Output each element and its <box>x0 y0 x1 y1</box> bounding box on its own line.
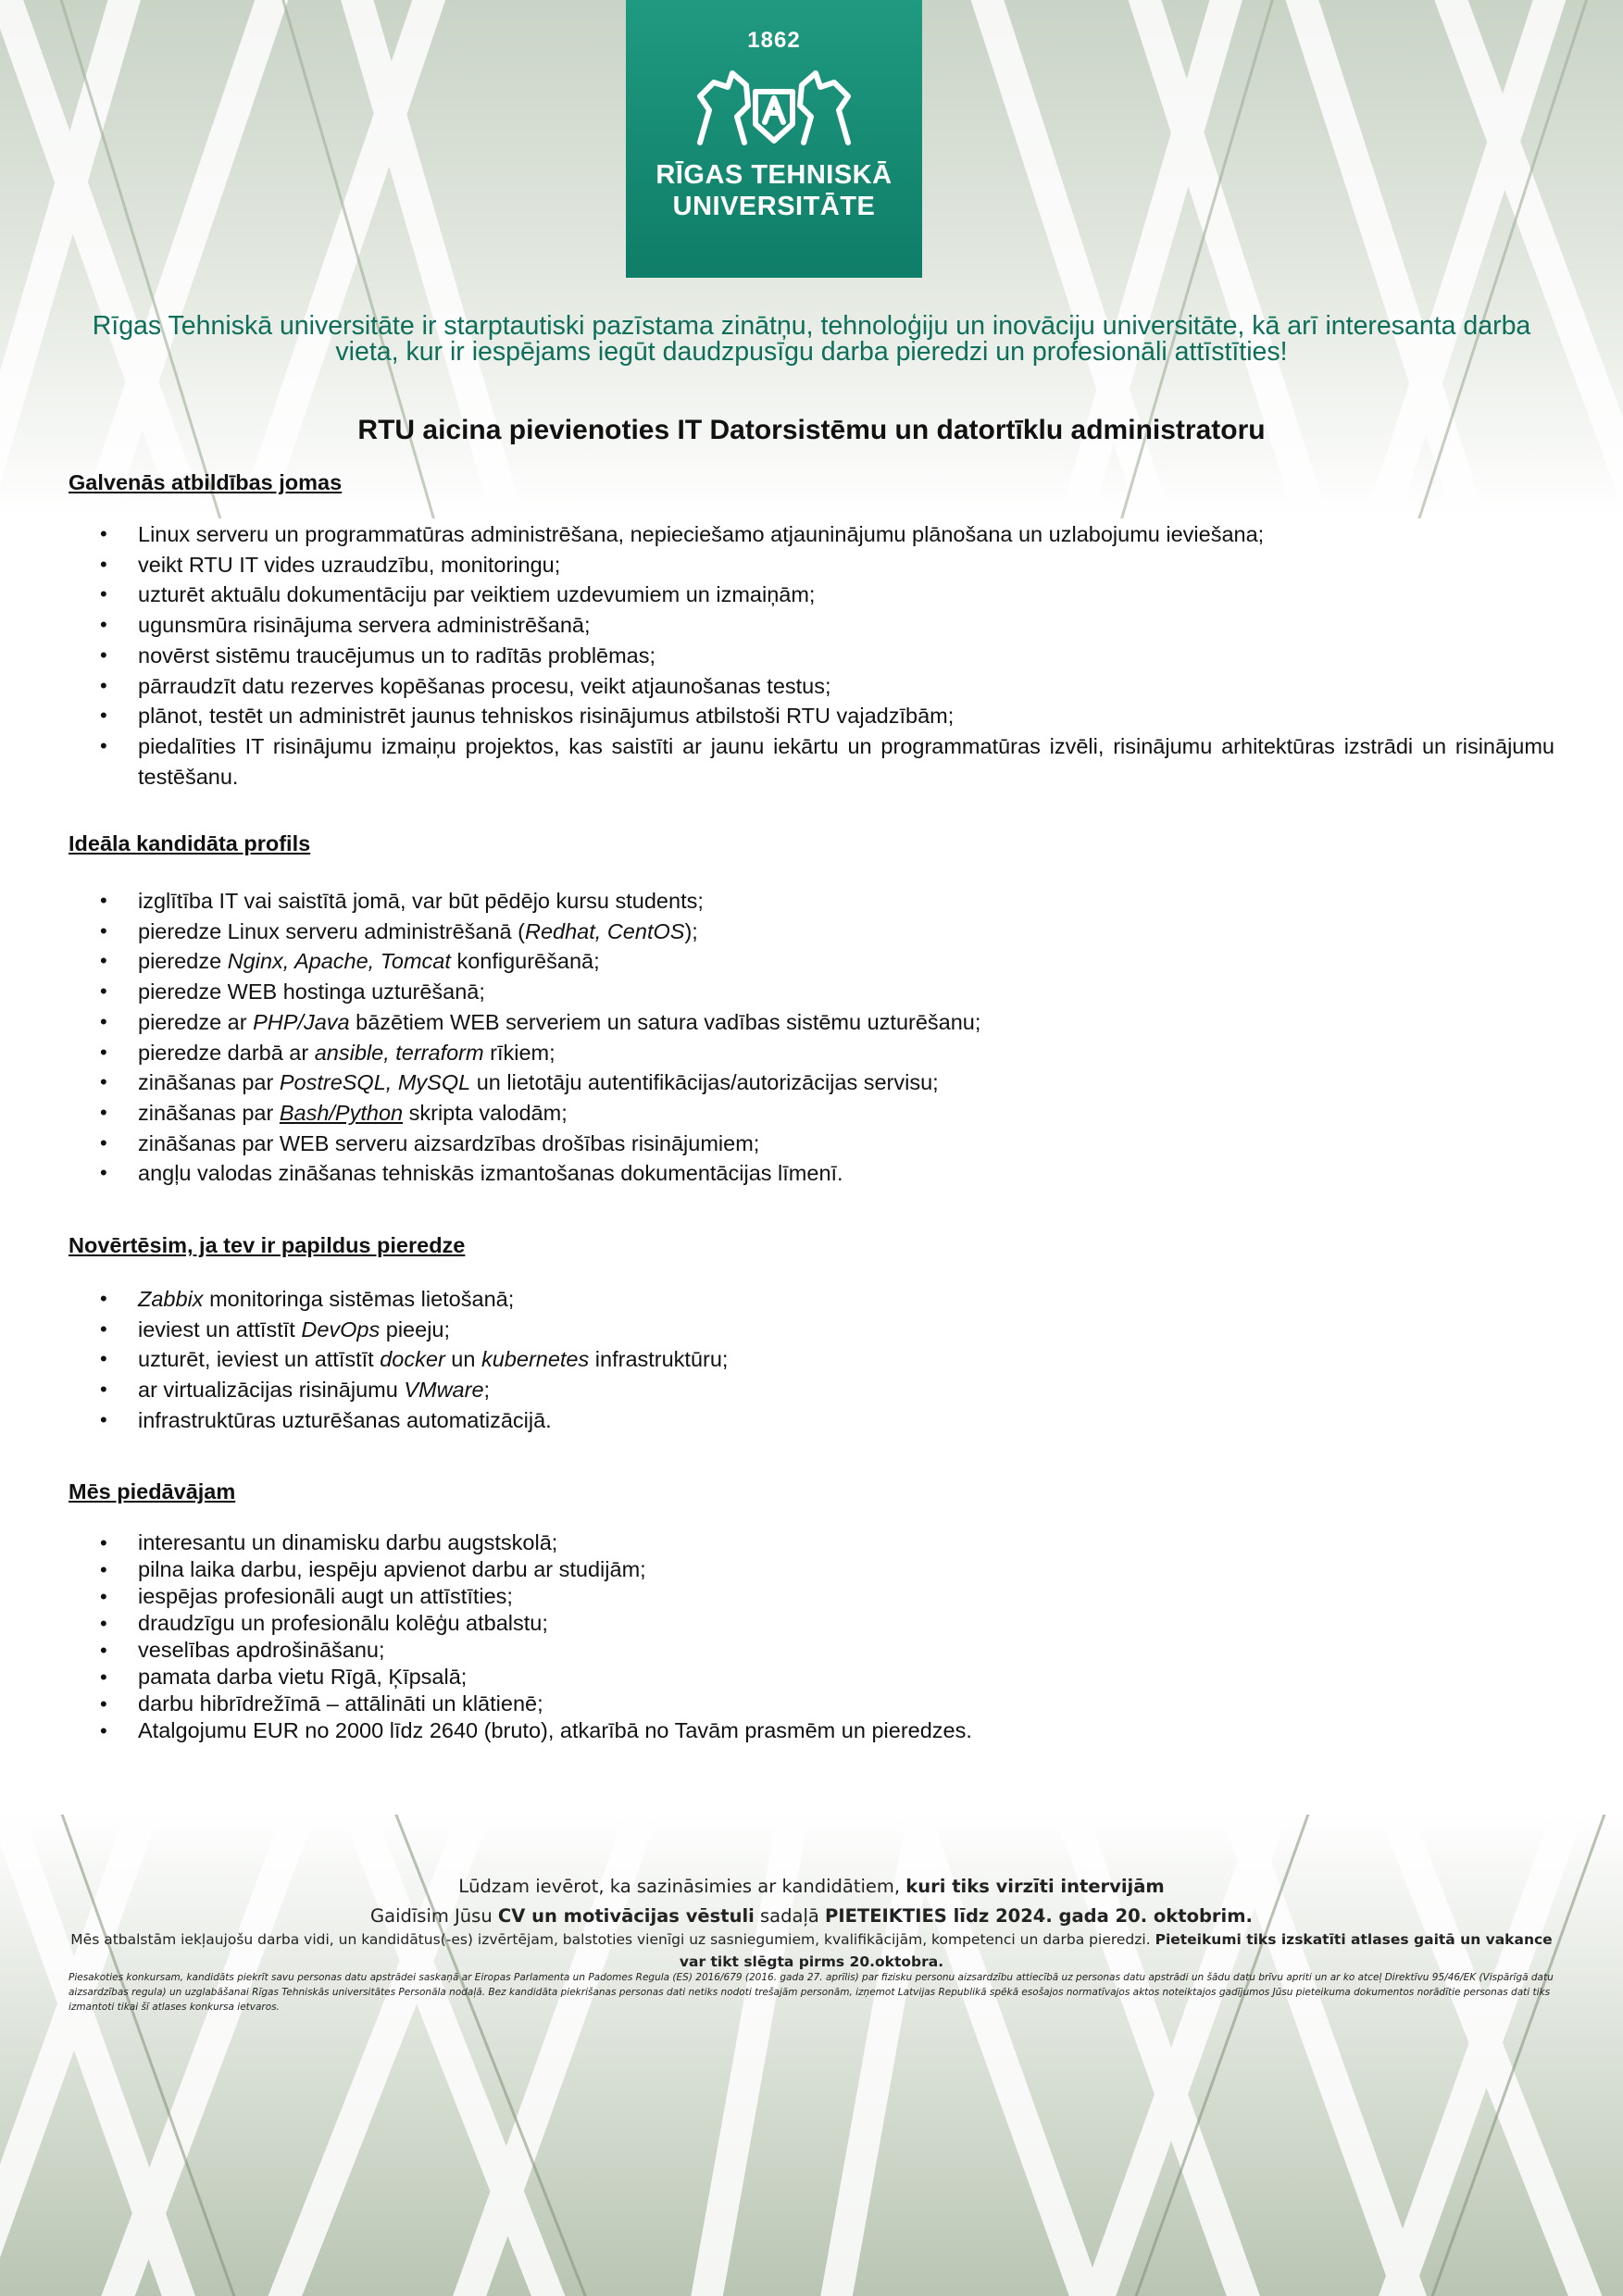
item-text: ); <box>684 918 698 943</box>
item-text: ar virtualizācijas risinājumu <box>138 1378 405 1403</box>
item-emphasis: docker <box>380 1347 445 1372</box>
logo-university-name <box>655 159 892 222</box>
offer-list <box>69 1529 1554 1744</box>
item-emphasis: PHP/Java <box>253 1009 350 1034</box>
list-item <box>69 946 1554 977</box>
list-item: • izglītība IT vai saistītā jomā, var būt pēdējo kursu students; <box>69 886 1554 917</box>
list-item: • iespējas profesionāli augt un attīstīties; <box>69 1583 1554 1610</box>
list-item: • Linux serveru un programmatūras administrēšana, nepieciešamo atjauninājumu plānošana un uzlabojumu ieviešana; <box>69 519 1554 550</box>
footer-text: sadaļā <box>754 1905 826 1927</box>
footer-inclusion-note <box>69 1928 1554 1973</box>
item-emphasis: Zabbix <box>138 1287 204 1311</box>
list-item <box>69 1007 1554 1038</box>
list-item: • pamata darba vietu Rīgā, Ķīpsalā; <box>69 1664 1554 1691</box>
list-item: • darbu hibrīdrežīmā – attālināti un klātienē; <box>69 1691 1554 1717</box>
responsibilities-heading: Galvenās atbildības jomas <box>69 470 343 494</box>
list-item: • draudzīgu un profesionālu kolēģu atbalstu; <box>69 1610 1554 1637</box>
offer-heading: Mēs piedāvājam <box>69 1479 236 1504</box>
extra-experience-heading: Novērtēsim, ja tev ir papildus pieredze <box>69 1233 466 1257</box>
item-text: konfigurēšanā; <box>450 949 600 974</box>
logo-name-line1: RĪGAS TEHNISKĀ <box>655 160 893 190</box>
item-emphasis: ansible, terraform <box>314 1040 484 1065</box>
list-item <box>69 917 1554 947</box>
item-text: pieredze darbā ar <box>138 1040 315 1065</box>
intro-line-2: vieta, kur ir iespējams iegūt daudzpusīgu darba pieredzi un profesionāli attīstīties! <box>335 337 1288 367</box>
list-item: • angļu valodas zināšanas tehniskās izmantošanas dokumentācijas līmenī. <box>69 1158 1554 1189</box>
item-text: ; <box>483 1378 491 1403</box>
item-text: uzturēt, ieviest un attīstīt <box>138 1347 381 1372</box>
footer-emphasis: Pieteikumi tiks izskatīti atlases gaitā un vakance var tikt slēgta pirms 20.oktobra. <box>679 1931 1553 1970</box>
list-item: • infrastruktūras uzturēšanas automatizācijā. <box>69 1405 1554 1436</box>
list-item: • pilna laika darbu, iespēju apvienot darbu ar studijām; <box>69 1556 1554 1583</box>
list-item: • pieredze WEB hostinga uzturēšanā; <box>69 977 1554 1007</box>
list-item: • veikt RTU IT vides uzraudzību, monitoringu; <box>69 550 1554 580</box>
item-text: zināšanas par <box>138 1070 280 1095</box>
footer-application-note <box>69 1902 1554 1931</box>
item-text: bāzētiem WEB serveriem un satura vadības sistēmu uzturēšanu; <box>349 1009 981 1034</box>
item-text: pieredze <box>138 949 228 974</box>
list-item: • uzturēt aktuālu dokumentāciju par veiktiem uzdevumiem un izmaiņām; <box>69 580 1554 610</box>
profile-heading: Ideāla kandidāta profils <box>69 831 311 855</box>
item-emphasis: VMware <box>404 1378 484 1403</box>
item-text: pieredze Linux serveru administrēšanā ( <box>138 918 525 943</box>
item-text: infrastruktūru; <box>589 1347 729 1372</box>
list-item: • zināšanas par WEB serveru aizsardzības drošības risinājumiem; <box>69 1129 1554 1159</box>
extra-experience-list <box>69 1284 1554 1436</box>
item-text: rīkiem; <box>483 1040 556 1065</box>
item-text: ieviest un attīstīt <box>138 1316 302 1341</box>
list-item <box>69 1038 1554 1068</box>
lions-crest-icon <box>681 59 867 152</box>
footer-contact-note <box>69 1872 1554 1902</box>
item-text: skripta valodām; <box>403 1100 568 1125</box>
item-emphasis: Redhat, CentOS <box>525 918 685 943</box>
list-item: • plānot, testēt un administrēt jaunus tehniskos risinājumus atbilstoši RTU vajadzībām; <box>69 701 1554 731</box>
item-emphasis: DevOps <box>301 1316 381 1341</box>
page-title: RTU aicina pievienoties IT Datorsistēmu un datortīklu administratoru <box>357 415 1266 445</box>
list-item: • piedalīties IT risinājumu izmaiņu projektos, kas saistīti ar jaunu iekārtu un programmatūras izvēli, risinājumu arhitektūras izstrādi un risinājumu testēšanu. <box>69 731 1554 792</box>
list-item: • novērst sistēmu traucējumus un to radītās problēmas; <box>69 641 1554 671</box>
list-item <box>69 1284 1554 1315</box>
item-emphasis: PostreSQL, MySQL <box>279 1070 471 1095</box>
list-item <box>69 1344 1554 1375</box>
list-item: • veselības apdrošināšanu; <box>69 1637 1554 1664</box>
intro-line-1: Rīgas Tehniskā universitāte ir starptautiski pazīstama zinātņu, tehnoloģiju un inovāciju universitāte, kā arī interesanta darba <box>92 311 1531 341</box>
footer-text: Gaidīsim Jūsu <box>370 1905 498 1927</box>
item-emphasis: Nginx, Apache, Tomcat <box>227 949 451 974</box>
rtu-logo <box>626 0 922 278</box>
item-text: un <box>444 1347 481 1372</box>
item-text: zināšanas par <box>138 1100 280 1125</box>
profile-list <box>69 886 1554 1189</box>
list-item: • ugunsmūra risinājuma servera administrēšanā; <box>69 610 1554 641</box>
item-emphasis: Bash/Python <box>279 1100 404 1125</box>
list-item: • pārraudzīt datu rezerves kopēšanas procesu, veikt atjaunošanas testus; <box>69 671 1554 702</box>
list-item: • Atalgojumu EUR no 2000 līdz 2640 (bruto), atkarībā no Tavām prasmēm un pieredzes. <box>69 1717 1554 1744</box>
list-item <box>69 1375 1554 1405</box>
logo-name-line2: UNIVERSITĀTE <box>672 192 876 221</box>
item-text: un lietotāju autentifikācijas/autorizācijas servisu; <box>470 1070 939 1095</box>
footer-text: Lūdzam ievērot, ka sazināsimies ar kandidātiem, <box>458 1876 906 1897</box>
footer-legal-text: Piesakoties konkursam, kandidāts piekrīt savu personas datu apstrādei saskaņā ar Eiropas Parlamenta un Padomes Regula (ES) 2016/679 (2016. gada 27. aprīlis) par fizisku personu aizsardzību attiecībā uz personas datu apstrādi un šādu datu brīvu apriti un ar ko atceļ Direktīvu 95/46/EK (Vispārīgā datu aizsardzības regula) un uzglabāšanai Rīgas Tehniskās universitātes Personāla nodaļā. Bez kandidāta piekrišanas personas dati netiks nodoti trešajām personām, izņemot Latvijas Republikā spēkā esošajos normatīvajos aktos noteiktajos gadījumos Jūsu pieteikuma dokumentos norādītie personas dati tiks izmantoti tikai šī atlases konkursa ietvaros. <box>69 1972 1554 2013</box>
responsibilities-list <box>69 519 1554 792</box>
item-text: pieredze ar <box>138 1009 254 1034</box>
footer-emphasis: PIETEIKTIES līdz 2024. gada 20. oktobrim. <box>825 1905 1253 1927</box>
footer-emphasis: CV un motivācijas vēstuli <box>497 1905 755 1927</box>
list-item <box>69 1067 1554 1098</box>
intro-text <box>56 313 1567 365</box>
list-item <box>69 1315 1554 1345</box>
footer-emphasis: kuri tiks virzīti intervijām <box>905 1876 1165 1897</box>
item-text: monitoringa sistēmas lietošanā; <box>203 1287 515 1311</box>
logo-year: 1862 <box>747 28 801 53</box>
item-text: pieeju; <box>380 1316 451 1341</box>
item-emphasis: kubernetes <box>481 1347 590 1372</box>
footer-text: Mēs atbalstām iekļaujošu darba vidi, un kandidātus(-es) izvērtējam, balstoties vienīgi uz sasniegumiem, kvalifikācijām, kompetenci un darba pieredzi. <box>70 1931 1155 1948</box>
list-item <box>69 1098 1554 1129</box>
list-item: • interesantu un dinamisku darbu augstskolā; <box>69 1529 1554 1556</box>
